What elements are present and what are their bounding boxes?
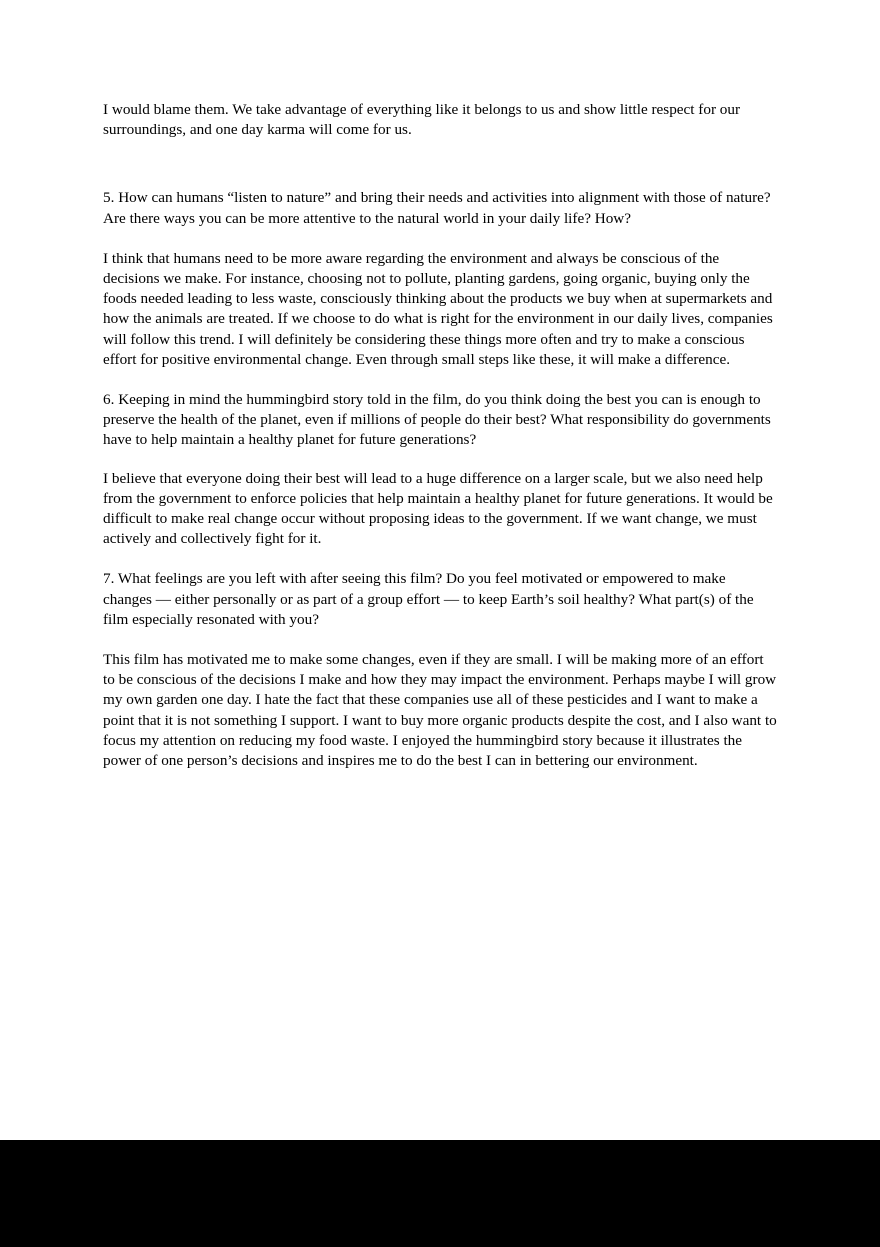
paragraph-spacer	[103, 630, 778, 650]
page-bottom-band	[0, 1140, 880, 1247]
paragraph-spacer	[103, 451, 778, 469]
question-6: 6. Keeping in mind the hummingbird story told in the film, do you think doing the best you can is enough to preserve the health of the planet, even if millions of people do their best? What responsibility do governments have to help maintain a healthy planet for future generations?	[103, 391, 771, 449]
paragraph-intro-continuation: I would blame them. We take advantage of everything like it belongs to us and show little respect for our surroundings, and one day karma will come for us.	[103, 101, 741, 139]
answer-5: I think that humans need to be more aware regarding the environment and always be conscious of the decisions we make. For instance, choosing not to pollute, planting gardens, going organic, buying only the foods needed leading to less waste, consciously thinking about the products we buy when at supermarkets and how the animals are treated. If we choose to do what is right for the environment in our daily lives, companies will follow this trend. I will definitely be considering these things more often and try to make a conscious effort for positive environmental change. Even through small steps like these, it will make a difference.	[103, 249, 773, 368]
paragraph-spacer	[103, 549, 778, 569]
question-5: 5. How can humans “listen to nature” and bring their needs and activities into alignment with those of nature? Are there ways you can be more attentive to the natural world in your daily life? How?	[103, 189, 771, 227]
document-body	[103, 100, 778, 771]
paragraph-spacer	[103, 370, 778, 390]
paragraph-spacer	[103, 229, 778, 249]
answer-7: This film has motivated me to make some changes, even if they are small. I will be making more of an effort to be conscious of the decisions I make and how they may impact the environment. Perhaps maybe I will grow my own garden one day. I hate the fact that these companies use all of these pesticides and I want to make a point that it is not something I support. I want to buy more organic products despite the cost, and I also want to focus my attention on reducing my food waste. I enjoyed the hummingbird story because it illustrates the power of one person’s decisions and inspires me to do the best I can in bettering our environment.	[103, 651, 777, 770]
paragraph-spacer	[103, 140, 778, 188]
answer-6: I believe that everyone doing their best will lead to a huge difference on a larger scale, but we also need help from the government to enforce policies that help maintain a healthy planet for future generations. It would be difficult to make real change occur without proposing ideas to the government. If we want change, we must actively and collectively fight for it.	[103, 469, 773, 548]
question-7: 7. What feelings are you left with after seeing this film? Do you feel motivated or empowered to make changes — either personally or as part of a group effort — to keep Earth’s soil healthy? What part(s) of the film especially resonated with you?	[103, 570, 754, 628]
